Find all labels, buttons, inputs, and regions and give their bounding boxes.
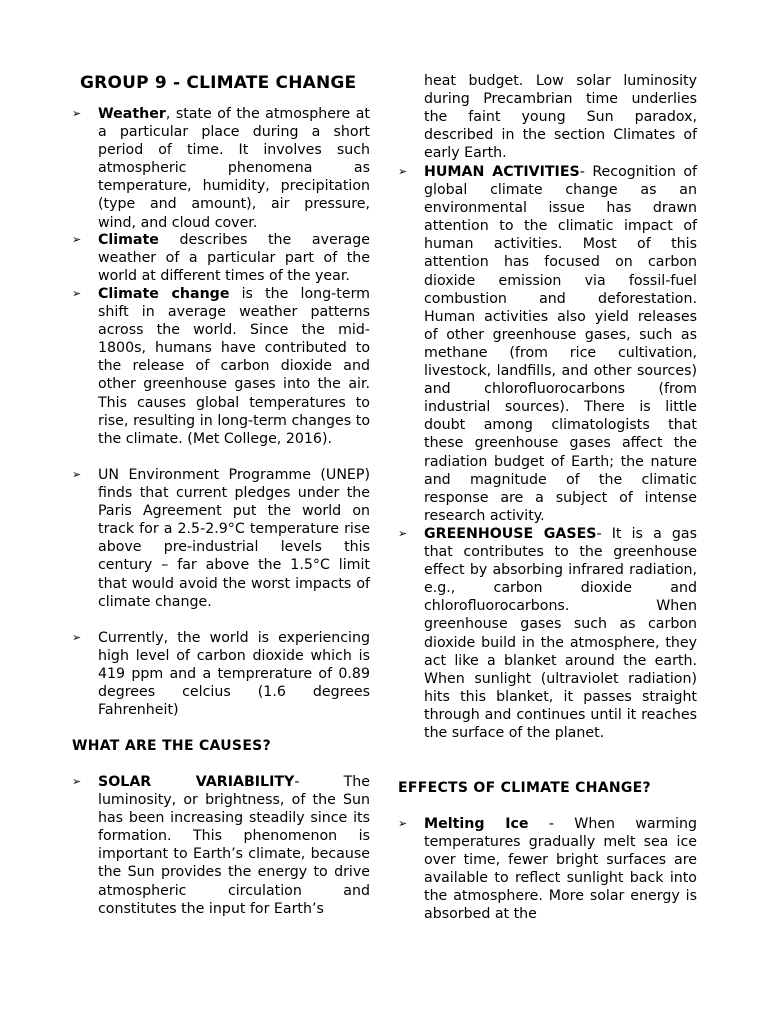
- solar-continuation: heat budget. Low solar luminosity during Precambrian time underlies the faint young Sun paradox, described in the section Climates of early Earth.: [424, 73, 697, 162]
- term-solar: SOLAR VARIABILITY: [98, 774, 295, 790]
- arrow-bullet-icon: ➢: [72, 631, 82, 644]
- list-item-greenhouse: [398, 525, 697, 742]
- desc-solar: - The luminosity, or brightness, of the Sun has been increasing steadily since its formation. This phenomenon is important to Earth’s climate, because the Sun provides the energy to drive atmospheric circulation and constitutes the input for Earth’s: [98, 774, 370, 917]
- arrow-bullet-icon: ➢: [72, 233, 82, 246]
- list-item-melting: [398, 815, 697, 924]
- arrow-bullet-icon: ➢: [72, 287, 82, 300]
- desc-unep: UN Environment Programme (UNEP) finds that current pledges under the Paris Agreement put the world on track for a 2.5-2.9°C temperature rise above pre-industrial levels this century – far above the 1.5°C limit that would avoid the worst impacts of climate change.: [98, 467, 370, 610]
- desc-weather: , state of the atmosphere at a particular place during a short period of time. It involves such atmospheric phenomena as temperature, humidity, precipitation (type and amount), air pressure, wind, and cloud cover.: [98, 106, 370, 231]
- arrow-bullet-icon: ➢: [398, 817, 408, 830]
- list-item-solar: [72, 773, 370, 918]
- term-weather: Weather: [98, 106, 166, 122]
- arrow-bullet-icon: ➢: [398, 527, 408, 540]
- desc-current: Currently, the world is experiencing high level of carbon dioxide which is 419 ppm and a temprerature of 0.89 degrees celcius (1.6 degrees Fahrenheit): [98, 630, 370, 719]
- list-item-climate: [72, 231, 370, 285]
- desc-greenhouse: - It is a gas that contributes to the greenhouse effect by absorbing infrared radiation, e.g., carbon dioxide and chlorofluorocarbons. When greenhouse gases such as carbon dioxide build in the atmosphere, they act like a blanket around the earth. When sunlight (ultraviolet radiation) hits this blanket, it passes straight through and continues until it reaches the surface of the planet.: [424, 526, 697, 742]
- list-item-climate-change: [72, 285, 370, 448]
- term-human: HUMAN ACTIVITIES: [424, 164, 580, 180]
- desc-climate: describes the average weather of a particular part of the world at different times of the year.: [98, 232, 370, 285]
- causes-heading: WHAT ARE THE CAUSES?: [72, 738, 271, 754]
- effects-heading: EFFECTS OF CLIMATE CHANGE?: [398, 780, 651, 796]
- desc-climate-change: is the long-term shift in average weather patterns across the world. Since the mid-1800s, humans have contributed to the release of carbon dioxide and other greenhouse gases into the air. This causes global temperatures to rise, resulting in long-term changes to the climate. (Met College, 2016).: [98, 286, 370, 447]
- page-title: GROUP 9 - CLIMATE CHANGE: [80, 73, 357, 93]
- arrow-bullet-icon: ➢: [398, 165, 408, 178]
- term-melting: Melting Ice: [424, 816, 529, 832]
- arrow-bullet-icon: ➢: [72, 468, 82, 481]
- arrow-bullet-icon: ➢: [72, 107, 82, 120]
- desc-melting: - When warming temperatures gradually melt sea ice over time, fewer bright surfaces are available to reflect sunlight back into the atmosphere. More solar energy is absorbed at the: [424, 816, 697, 923]
- term-greenhouse: GREENHOUSE GASES: [424, 526, 597, 542]
- term-climate: Climate: [98, 232, 159, 248]
- term-climate-change: Climate change: [98, 286, 230, 302]
- list-item-current: [72, 629, 370, 719]
- list-item-unep: [72, 466, 370, 611]
- list-item-weather: [72, 105, 370, 232]
- list-item-human: [398, 163, 697, 525]
- arrow-bullet-icon: ➢: [72, 775, 82, 788]
- desc-human: - Recognition of global climate change as an environmental issue has drawn attention to the climatic impact of human activities. Most of this attention has focused on carbon dioxide emission via fossil-fuel combustion and deforestation. Human activities also yield releases of other greenhouse gases, such as methane (from rice cultivation, livestock, landfills, and other sources) and chlorofluorocarbons (from industrial sources). There is little doubt among climatologists that these greenhouse gases affect the radiation budget of Earth; the nature and magnitude of the climatic response are a subject of intense research activity.: [424, 164, 697, 524]
